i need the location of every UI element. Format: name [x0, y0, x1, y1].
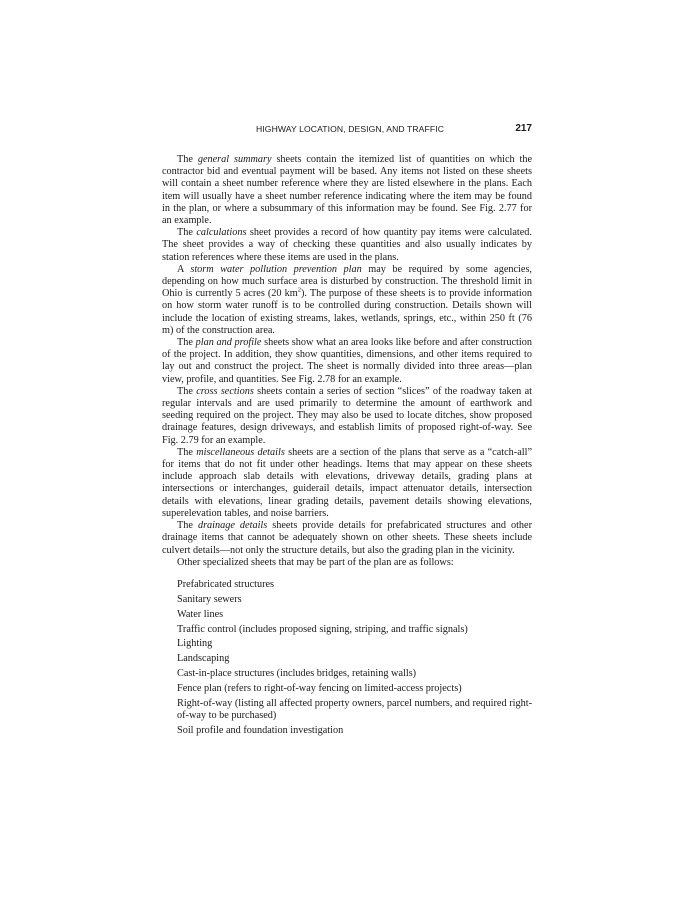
- list-item: Lighting: [177, 638, 213, 650]
- list-item: Soil profile and foundation investigation: [177, 725, 344, 737]
- list-item: Prefabricated structures: [177, 578, 275, 590]
- term-cross-sections: cross sections: [196, 385, 254, 397]
- term-storm-water-plan: storm water pollution prevention plan: [190, 263, 362, 275]
- list-item: Landscaping: [177, 653, 230, 665]
- paragraph-list-intro: Other specialized sheets that may be part of the plan are as follows:: [177, 556, 454, 568]
- superscript: 2: [297, 286, 301, 294]
- paragraph-storm-water: A storm water pollution prevention plan may be required by some agencies, depending on how much surface area is disturbed by construction. The threshold limit in Ohio is currently 5 acres (20 $km^2$). The purpose of these sheets is to provide information on how storm water runoff is to be controlled during construction. Details shown will include the location of existing streams, lakes, wetlands, springs, etc., within 250 ft (76 m) of the construction area.: [162, 263, 532, 336]
- list-item: Sanitary sewers: [177, 593, 242, 605]
- term-drainage-details: drainage details: [197, 520, 268, 532]
- term-calculations: calculations: [196, 227, 247, 239]
- running-header: [160, 124, 532, 140]
- paragraph-general-summary: The general summary sheets contain the itemized list of quantities on which the contractor bid and eventual payment will be based. Any items not listed on these sheets will contain a sheet number reference where they are listed elsewhere in the plans. Each item will usually have a sheet number reference indicating where the item may be found in the plan, or where a subsummary of this information may be found. See Fig. 2.77 for an example.: [162, 154, 533, 227]
- body-text: [162, 154, 532, 740]
- term-plan-and-profile: plan and profile: [195, 337, 262, 349]
- paragraph-plan-and-profile: The plan and profile sheets show what an area looks like before and after construction of the project. In addition, they show quantities, dimensions, and other items required to lay out and construct the project. The sheet is normally divided into three areas—plan view, profile, and quantities. See Fig. 2.78 for an example.: [162, 337, 532, 385]
- list-item: Traffic control (includes proposed signing, striping, and traffic signals): [177, 623, 468, 635]
- running-title: HIGHWAY LOCATION, DESIGN, AND TRAFFIC: [256, 124, 445, 134]
- page-number: 217: [515, 123, 532, 134]
- list-item: Right-of-way (listing all affected property owners, parcel numbers, and required right-of-way to be purchased): [177, 698, 532, 722]
- paragraph-cross-sections: The cross sections sheets contain a series of section “slices” of the roadway taken at regular intervals and are used primarily to determine the amount of earthwork and seeding required on the project. They may also be used to locate ditches, show proposed drainage features, design driveways, and establish limits of proposed right-of-way. See Fig. 2.79 for an example.: [162, 385, 532, 446]
- term-general-summary: general summary: [197, 154, 272, 165]
- paragraph-miscellaneous-details: The miscellaneous details sheets are a section of the plans that serve as a “catch-all” for items that do not fit under other headings. Items that may appear on these sheets include approach slab details with elevations, driveway details, grading plans at intersections or interchanges, guiderail details, impact attenuator details, intersection details with elevations, linear grading details, pavement details showing elevations, superelevation tables, and noise barriers.: [162, 446, 533, 519]
- list-item: Cast-in-place structures (includes bridges, retaining walls): [177, 668, 417, 680]
- paragraph-drainage-details: The drainage details sheets provide details for prefabricated structures and other drainage items that cannot be adequately shown on other sheets. These sheets include culvert details—not only the structure details, but also the grading plan in the vicinity.: [162, 520, 533, 556]
- paragraph-calculations: The calculations sheet provides a record of how quantity pay items were calculated. The sheet provides a way of checking these quantities and also usually indicates by station references where these items are used in the plans.: [162, 227, 532, 263]
- list-item: Water lines: [177, 608, 224, 620]
- term-miscellaneous-details: miscellaneous details: [196, 446, 285, 458]
- specialized-sheets-list: [162, 579, 532, 737]
- list-item: Fence plan (refers to right-of-way fencing on limited-access projects): [177, 683, 462, 695]
